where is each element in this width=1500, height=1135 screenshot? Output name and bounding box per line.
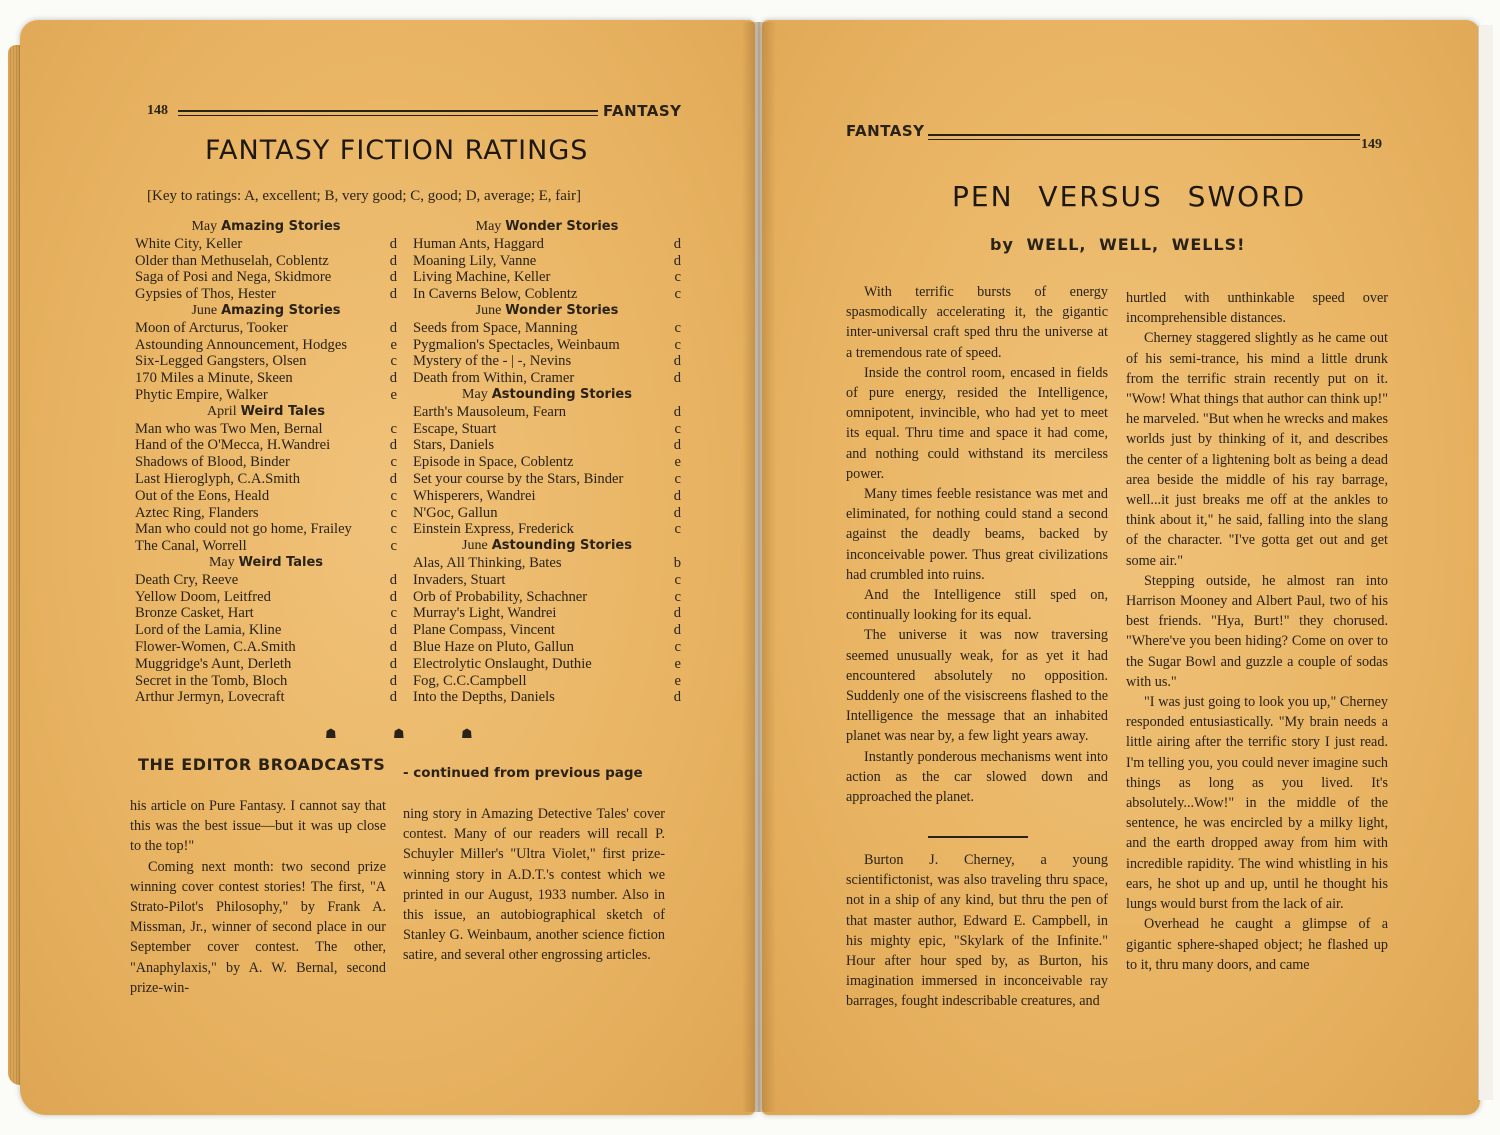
story-title: Seeds from Space, Manning <box>413 319 578 336</box>
story-rating: d <box>673 689 681 706</box>
story-rating: d <box>673 252 681 269</box>
magazine-title: Astounding Stories <box>491 386 632 402</box>
rating-entry <box>135 589 397 606</box>
broadcast-paragraph: Coming next month: two second prize winning cover contest stories! The first, "A Strato-Pilot's Philosophy," by Frank A. Missman, Jr., winner of second place in our September cover contest. The other, "Anaphylaxis," by A. W. Bernal, second prize-win- <box>130 858 386 996</box>
story-rating: c <box>390 420 397 437</box>
magazine-title: Astounding Stories <box>491 538 632 554</box>
story-rating: d <box>673 403 681 420</box>
section-divider <box>928 836 1028 838</box>
story-rating: d <box>389 588 397 605</box>
rating-entry <box>413 421 681 438</box>
left-header-rule <box>178 110 598 112</box>
broadcast-paragraph: his article on Pure Fantasy. I cannot say that this was the best issue—but it was up close to the top!" <box>130 798 386 855</box>
magazine-title: Wonder Stories <box>505 219 619 234</box>
rating-entry <box>135 320 397 337</box>
rating-entry <box>135 253 397 270</box>
rating-entry <box>135 286 397 303</box>
story-title: The Canal, Worrell <box>135 538 247 555</box>
magazine-issue: June <box>475 302 502 318</box>
story-title: Moaning Lily, Vanne <box>413 252 537 269</box>
story-title: Muggridge's Aunt, Derleth <box>135 655 292 672</box>
broadcast-paragraph: ning story in Amazing Detective Tales' cover contest. Many of our readers will recall P. Schuyler Miller's "Ultra Violet," first prize-winning story in A.D.T.'s contest which we printed in our August, 1933 number. Also in this issue, an autobiographical sketch of Stanley G. Weinbaum, another science fiction satire, and several other engrossing articles. <box>403 806 665 964</box>
story-rating: c <box>390 454 397 471</box>
story-rating: d <box>389 252 397 269</box>
story-rating: d <box>389 672 397 689</box>
story-column-1 <box>846 282 1108 807</box>
magazine-heading <box>413 538 681 555</box>
story-paragraph: Inside the control room, encased in fields of pure energy, resided the Intelligence, omnipotent, invincible, who had yet to meet its equal. Thru time and space it had come, and nothing could withstand its merciless power. <box>846 364 1108 482</box>
rating-entry <box>135 689 397 706</box>
rating-entry <box>135 605 397 622</box>
rating-entry <box>413 236 681 253</box>
ornament-1: ☗ <box>325 726 337 741</box>
magazine-heading <box>413 219 681 236</box>
story-rating: d <box>389 235 397 252</box>
story-rating: d <box>389 689 397 706</box>
story-title: Man who was Two Men, Bernal <box>135 420 323 437</box>
magazine-issue: June <box>191 302 218 318</box>
story-paragraph: Cherney staggered slightly as he came out of his semi-trance, his mind a little drunk from the terrific strain recently put on it. "Wow! What things that author can think up!" he marveled. "But when he wrecks and makes worlds just by thinking of it, and describes the center of a lightening bolt as being a dead area beside the middle of his ray barrage, well...it just breaks me off at the ankles to think about it," he said, falling into the slang of the character. "I've gotta get out and get some air." <box>1126 330 1388 569</box>
rating-entry <box>413 689 681 706</box>
left-header-rule-thin <box>178 115 598 116</box>
rating-entry <box>413 488 681 505</box>
story-rating: c <box>674 638 681 655</box>
rating-entry <box>135 387 397 404</box>
rating-entry <box>135 269 397 286</box>
rating-entry <box>413 337 681 354</box>
story-rating: c <box>674 588 681 605</box>
story-title: Six-Legged Gangsters, Olsen <box>135 353 307 370</box>
rating-entry <box>135 639 397 656</box>
story-rating: d <box>673 235 681 252</box>
story-title: Lord of the Lamia, Kline <box>135 622 282 639</box>
rating-entry <box>413 286 681 303</box>
rating-entry <box>135 370 397 387</box>
story-title: Moon of Arcturus, Tooker <box>135 319 288 336</box>
magazine-title: Weird Tales <box>238 554 324 570</box>
story-rating: d <box>389 571 397 588</box>
story-title: Alas, All Thinking, Bates <box>413 554 562 571</box>
story-title: Hand of the O'Mecca, H.Wandrei <box>135 437 331 454</box>
rating-entry <box>413 521 681 538</box>
story-title: In Caverns Below, Coblentz <box>413 286 578 303</box>
magazine-title: Weird Tales <box>240 403 325 419</box>
story-title: Last Hieroglyph, C.A.Smith <box>135 470 300 487</box>
right-page-edge <box>1478 25 1493 1100</box>
story-title: Escape, Stuart <box>413 420 497 437</box>
rating-entry <box>413 622 681 639</box>
story-title: Human Ants, Haggard <box>413 235 544 252</box>
rating-entry <box>135 488 397 505</box>
ratings-title: FANTASY FICTION RATINGS <box>205 135 589 166</box>
rating-entry <box>413 572 681 589</box>
story-title: Secret in the Tomb, Bloch <box>135 672 288 689</box>
story-rating: c <box>674 286 681 303</box>
story-rating: c <box>390 605 397 622</box>
magazine-heading <box>413 303 681 320</box>
magazine-title: Wonder Stories <box>505 302 619 318</box>
rating-entry <box>135 622 397 639</box>
story-title: PEN VERSUS SWORD <box>952 180 1307 213</box>
ornament-3: ☗ <box>461 726 473 741</box>
story-rating: c <box>390 538 397 555</box>
ratings-left-column <box>135 219 397 706</box>
right-running-head: FANTASY <box>846 122 925 140</box>
story-title: Set your course by the Stars, Binder <box>413 470 624 487</box>
story-rating: d <box>673 353 681 370</box>
story-title: Plane Compass, Vincent <box>413 622 555 639</box>
rating-entry <box>413 454 681 471</box>
story-title: 170 Miles a Minute, Skeen <box>135 370 293 387</box>
rating-entry <box>135 236 397 253</box>
story-rating: e <box>390 336 397 353</box>
story-paragraph: Overhead he caught a glimpse of a gigantic sphere-shaped object; he flashed up to it, thru many doors, and came <box>1126 916 1388 973</box>
magazine-issue: April <box>207 403 237 419</box>
story-title: Death Cry, Reeve <box>135 571 239 588</box>
story-title: Out of the Eons, Heald <box>135 487 270 504</box>
story-title: Stars, Daniels <box>413 437 495 454</box>
rating-entry <box>413 320 681 337</box>
rating-entry <box>413 605 681 622</box>
story-title: Astounding Announcement, Hodges <box>135 336 347 353</box>
story-title: Yellow Doom, Leitfred <box>135 588 271 605</box>
right-page-number: 149 <box>1361 137 1382 152</box>
broadcast-column-2 <box>403 804 665 966</box>
story-rating: d <box>389 655 397 672</box>
story-rating: d <box>389 470 397 487</box>
left-running-head: FANTASY <box>603 102 682 120</box>
story-title: Aztec Ring, Flanders <box>135 504 259 521</box>
story-paragraph: Many times feeble resistance was met and eliminated, for nothing could stand a second against the deadly beams, backed by inconceivable power. Thus great civilizations had crumbled into ruins. <box>846 486 1108 583</box>
story-paragraph: Instantly ponderous mechanisms went into action as the car slowed down and approached the planet. <box>846 748 1108 806</box>
rating-entry <box>413 404 681 421</box>
rating-entry <box>135 538 397 555</box>
right-header-rule <box>928 134 1360 136</box>
story-title: Death from Within, Cramer <box>413 370 575 387</box>
story-title: Bronze Casket, Hart <box>135 605 254 622</box>
story-rating: d <box>673 370 681 387</box>
story-title: Phytic Empire, Walker <box>135 386 268 403</box>
story-paragraph: "I was just going to look you up," Cherney responded entusiastically. "My brain needs a little airing after the terrific story I just read. I'm telling you, you could never imagine such things as long as you lived. It's absolutely...Wow!" in the middle of the sentence, he was encircled by a milky light, and the earth dropped away from him with incredible rapidity. The wind whistling in his ears, he shot up and up, until he thought his lungs would burst from the lack of air. <box>1126 694 1388 913</box>
magazine-title: Amazing Stories <box>221 302 341 318</box>
rating-entry <box>135 454 397 471</box>
story-title: Fog, C.C.Campbell <box>413 672 527 689</box>
story-rating: d <box>389 370 397 387</box>
rating-entry <box>413 471 681 488</box>
story-rating: c <box>390 487 397 504</box>
ornament-2: ☗ <box>393 726 405 741</box>
magazine-heading <box>413 387 681 404</box>
story-title: Pygmalion's Spectacles, Weinbaum <box>413 336 620 353</box>
story-title: Flower-Women, C.A.Smith <box>135 638 296 655</box>
story-title: Older than Methuselah, Coblentz <box>135 252 329 269</box>
rating-entry <box>413 370 681 387</box>
broadcast-heading: THE EDITOR BROADCASTS <box>138 755 386 774</box>
story-title: Whisperers, Wandrei <box>413 487 536 504</box>
story-title: Earth's Mausoleum, Fearn <box>413 403 566 420</box>
broadcast-column-1 <box>130 796 386 998</box>
story-title: Living Machine, Keller <box>413 269 551 286</box>
magazine-issue: May <box>475 219 502 234</box>
story-rating: c <box>674 571 681 588</box>
story-rating: d <box>389 269 397 286</box>
magazine-issue: May <box>462 386 488 402</box>
story-title: White City, Keller <box>135 235 243 252</box>
story-paragraph: With terrific bursts of energy spasmodically accelerating it, the gigantic inter-universal craft sped thru the universe at a tremendous rate of speed. <box>846 284 1108 361</box>
magazine-title: Amazing Stories <box>221 219 341 234</box>
story-title: Blue Haze on Pluto, Gallun <box>413 638 574 655</box>
rating-entry <box>135 421 397 438</box>
rating-entry <box>135 521 397 538</box>
broadcast-continued: - continued from previous page <box>403 765 643 781</box>
story-rating: d <box>389 286 397 303</box>
story-rating: d <box>673 622 681 639</box>
story-rating: c <box>674 336 681 353</box>
rating-entry <box>135 337 397 354</box>
story-title: Saga of Posi and Nega, Skidmore <box>135 269 332 286</box>
story-title: Episode in Space, Coblentz <box>413 454 574 471</box>
story-rating: b <box>673 554 681 571</box>
story-title: Orb of Probability, Schachner <box>413 588 588 605</box>
rating-entry <box>413 437 681 454</box>
story-rating: e <box>674 655 681 672</box>
story-rating: d <box>389 638 397 655</box>
rating-entry <box>413 353 681 370</box>
rating-entry <box>413 253 681 270</box>
story-column-2 <box>1126 288 1388 975</box>
story-rating: e <box>674 672 681 689</box>
rating-entry <box>135 505 397 522</box>
ratings-right-column <box>413 219 681 706</box>
magazine-issue: May <box>191 219 218 234</box>
story-paragraph: The universe it was now traversing seemed unusually weak, for as yet it had encountered absolutely no opposition. Suddenly one of the visiscreens flashed to the Intelligence the message that an inhabited planet was near by, a few light years away. <box>846 627 1108 745</box>
magazine-heading <box>135 404 397 421</box>
rating-entry <box>413 505 681 522</box>
magazine-issue: May <box>208 554 235 570</box>
rating-entry <box>413 269 681 286</box>
magazine-heading <box>135 219 397 236</box>
story-rating: c <box>390 353 397 370</box>
story-title: Invaders, Stuart <box>413 571 506 588</box>
story-rating: c <box>674 470 681 487</box>
story-column-1-continued <box>846 850 1108 1012</box>
rating-entry <box>413 673 681 690</box>
story-rating: d <box>673 504 681 521</box>
story-paragraph: Burton J. Cherney, a young scientifictonist, was also traveling thru space, not in a ship of any kind, but thru the pen of that master author, Edward E. Campbell, in his mighty epic, "Skylark of the Infinite." Hour after hour sped by, as Burton, his imagination immersed in inconceivable ray barrages, fought indescribable creatures, and <box>846 852 1108 1010</box>
story-title: Mystery of the - | -, Nevins <box>413 353 572 370</box>
magazine-issue: June <box>462 538 488 554</box>
story-byline: by WELL, WELL, WELLS! <box>990 235 1246 254</box>
rating-entry <box>413 555 681 572</box>
story-title: Man who could not go home, Frailey <box>135 521 352 538</box>
story-rating: d <box>673 487 681 504</box>
story-rating: c <box>390 504 397 521</box>
story-title: Shadows of Blood, Binder <box>135 454 290 471</box>
story-rating: d <box>673 437 681 454</box>
story-title: Einstein Express, Frederick <box>413 521 574 538</box>
rating-entry <box>135 572 397 589</box>
rating-entry <box>135 437 397 454</box>
story-title: Arthur Jermyn, Lovecraft <box>135 689 285 706</box>
ratings-key: [Key to ratings: A, excellent; B, very good; C, good; D, average; E, fair] <box>147 188 582 204</box>
rating-entry <box>135 673 397 690</box>
story-rating: d <box>673 605 681 622</box>
rating-entry <box>413 639 681 656</box>
story-title: Gypsies of Thos, Hester <box>135 286 276 303</box>
rating-entry <box>413 589 681 606</box>
story-rating: d <box>389 622 397 639</box>
story-paragraph: Stepping outside, he almost ran into Harrison Mooney and Albert Paul, two of his best friends. "Hya, Burt!" they chorused. "Where've you been hiding? Come on over to the Sugar Bowl and guzzle a couple of sodas with us." <box>1126 572 1388 690</box>
rating-entry <box>135 471 397 488</box>
magazine-heading <box>135 303 397 320</box>
rating-entry <box>135 656 397 673</box>
story-paragraph: And the Intelligence still sped on, continually looking for its equal. <box>846 587 1108 624</box>
story-rating: e <box>674 454 681 471</box>
story-rating: c <box>674 319 681 336</box>
story-rating: c <box>674 420 681 437</box>
story-rating: c <box>674 269 681 286</box>
book-gutter <box>742 22 776 1112</box>
story-title: N'Goc, Gallun <box>413 504 498 521</box>
left-page-number: 148 <box>147 103 168 118</box>
story-rating: e <box>390 386 397 403</box>
story-title: Murray's Light, Wandrei <box>413 605 557 622</box>
story-rating: d <box>389 319 397 336</box>
rating-entry <box>135 353 397 370</box>
story-rating: c <box>674 521 681 538</box>
story-rating: d <box>389 437 397 454</box>
right-header-rule-thin <box>928 139 1360 140</box>
rating-entry <box>413 656 681 673</box>
story-title: Electrolytic Onslaught, Duthie <box>413 655 592 672</box>
story-rating: c <box>390 521 397 538</box>
story-title: Into the Depths, Daniels <box>413 689 555 706</box>
story-paragraph: hurtled with unthinkable speed over incomprehensible distances. <box>1126 290 1388 327</box>
magazine-heading <box>135 555 397 572</box>
